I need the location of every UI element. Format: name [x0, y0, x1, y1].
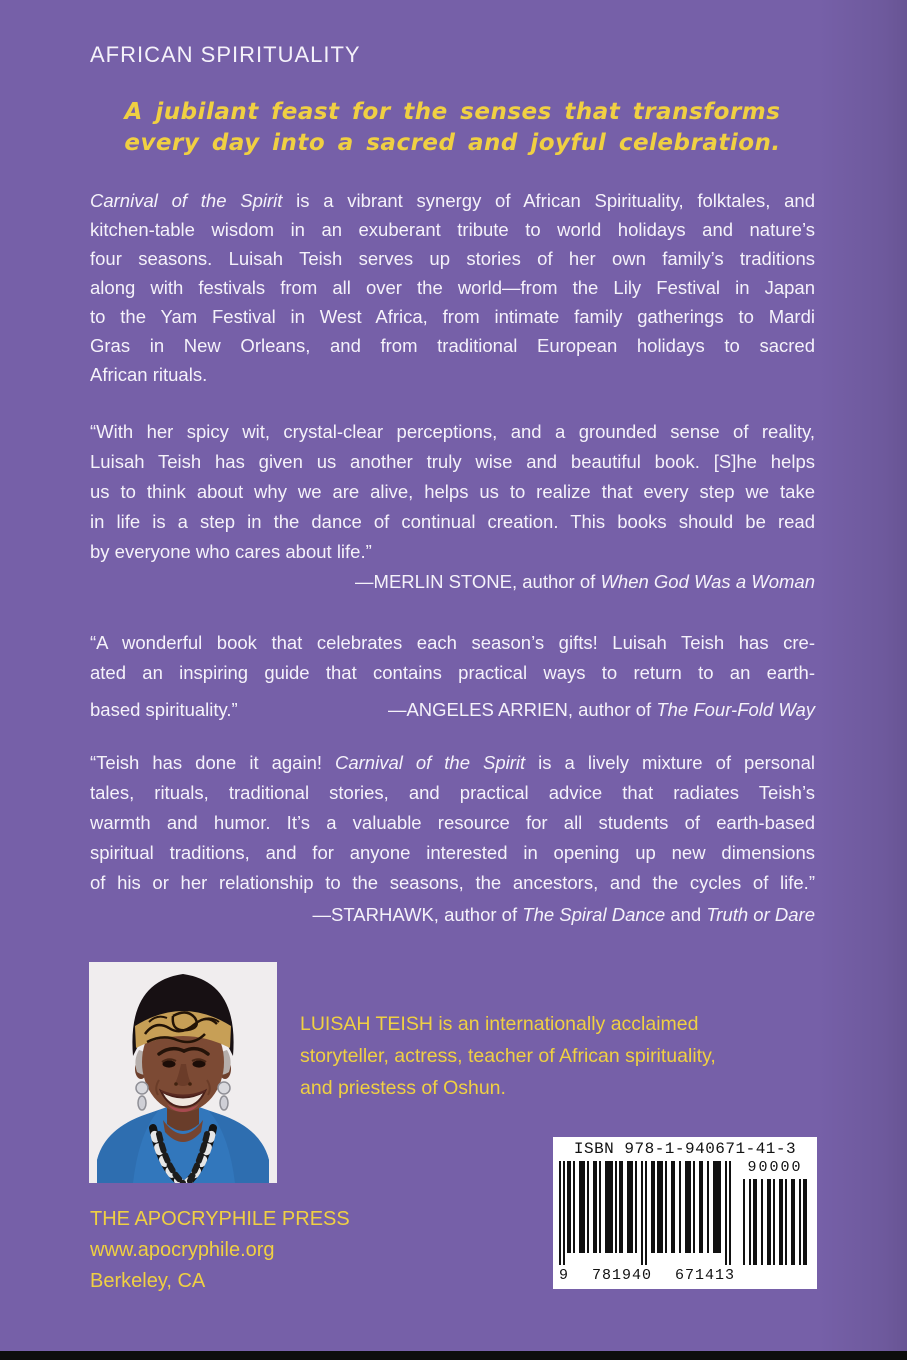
text-segment: spiritual traditions, and for anyone interested in opening up new dimensions: [90, 842, 815, 863]
scan-edge-strip: [0, 1351, 907, 1360]
book-title-italic: Carnival of the Spirit: [90, 190, 283, 211]
tagline-line-2: every day into a sacred and joyful celebration.: [124, 130, 781, 156]
text-segment: “A wonderful book that celebrates each season’s gifts! Luisah Teish has cre-: [90, 632, 815, 653]
text-line: [90, 331, 815, 360]
line-right-part: [388, 695, 815, 725]
text-segment: in life is a step in the dance of continual creation. This books should be read: [90, 511, 815, 532]
text-segment: of his or her relationship to the seasons, the ancestors, and the cycles of life.”: [90, 872, 815, 893]
text-line: [90, 838, 815, 868]
barcode-digit-group2: 671413: [674, 1267, 735, 1284]
publisher-block: [90, 1204, 490, 1297]
text-line: [90, 628, 815, 658]
text-segment: along with festivals from all over the world—from the Lily Festival in Japan: [90, 277, 815, 298]
text-line: [90, 778, 815, 808]
barcode-bars: [559, 1161, 731, 1265]
text-line: [90, 215, 815, 244]
text-segment: ated an inspiring guide that contains practical ways to return to an earth-: [90, 662, 815, 683]
text-segment: —MERLIN STONE, author of: [355, 571, 601, 592]
text-line: [90, 658, 815, 688]
text-line: [90, 417, 815, 447]
text-line: [90, 186, 815, 215]
barcode-addon-bars: [743, 1179, 807, 1265]
barcode-digit-prefix: 9: [559, 1267, 570, 1284]
author-photo: [89, 962, 277, 1183]
text-line: [90, 273, 815, 302]
text-segment: “Teish has done it again!: [90, 752, 335, 773]
text-segment: African rituals.: [90, 364, 208, 385]
isbn-label: ISBN 978-1-940671-41-3: [573, 1140, 797, 1158]
bio-line-1: LUISAH TEISH is an internationally acclaimed: [300, 1013, 699, 1035]
book-title-italic: The Four-Fold Way: [656, 699, 815, 720]
text-line: [90, 900, 815, 930]
book-title-italic: Truth or Dare: [706, 904, 815, 925]
text-segment: four seasons. Luisah Teish serves up stories of her own family’s traditions: [90, 248, 815, 269]
text-line: [90, 868, 815, 898]
text-segment: —ANGELES ARRIEN, author of: [387, 699, 657, 720]
barcode-digits: [559, 1267, 735, 1284]
bio-line-2: storyteller, actress, teacher of African spirituality,: [300, 1045, 716, 1067]
text-segment: Gras in New Orleans, and from traditional European holidays to sacred: [90, 335, 815, 356]
page-edge-shade: [817, 0, 907, 1360]
text-line: [90, 808, 815, 838]
text-line: [90, 244, 815, 273]
text-segment: warmth and humor. It’s a valuable resource for all students of earth-based: [90, 812, 815, 833]
text-line: [90, 537, 815, 567]
text-line: [90, 477, 815, 507]
text-line: [90, 507, 815, 537]
text-segment: based spirituality.”: [90, 699, 238, 720]
text-line: [90, 695, 815, 725]
text-line: [90, 567, 815, 597]
text-segment: is a lively mixture of personal: [525, 752, 815, 773]
barcode-box: [553, 1137, 817, 1289]
publisher-url: www.apocryphile.org: [90, 1239, 275, 1261]
text-segment: and: [665, 904, 707, 925]
text-line: [90, 447, 815, 477]
text-segment: us to think about why we are alive, helps us to realize that every step we take: [90, 481, 815, 502]
tagline-line-1: A jubilant feast for the senses that transforms: [124, 99, 781, 125]
text-segment: tales, rituals, traditional stories, and practical advice that radiates Teish’s: [90, 782, 815, 803]
text-line: [90, 748, 815, 778]
category-label: AFRICAN SPIRITUALITY: [90, 42, 361, 67]
line-left-part: [90, 695, 238, 725]
text-segment: to the Yam Festival in West Africa, from intimate family gatherings to Mardi: [90, 306, 815, 327]
text-line: [90, 360, 815, 389]
book-title-italic: The Spiral Dance: [522, 904, 666, 925]
text-segment: is a vibrant synergy of African Spirituality, folktales, and: [282, 190, 815, 211]
text-segment: by everyone who cares about life.”: [90, 541, 372, 562]
text-segment: “With her spicy wit, crystal-clear perceptions, and a grounded sense of reality,: [90, 421, 815, 442]
text-line: [90, 302, 815, 331]
barcode-digit-group1: 781940: [591, 1267, 652, 1284]
text-segment: Luisah Teish has given us another truly wise and beautiful book. [S]he helps: [90, 451, 815, 472]
author-bio: [300, 1008, 780, 1104]
text-segment: —STARHAWK, author of: [312, 904, 523, 925]
quote-angeles-arrien: [90, 628, 815, 725]
publisher-name: THE APOCRYPHILE PRESS: [90, 1208, 350, 1230]
book-description: [90, 186, 815, 389]
barcode-addon-number: 90000: [747, 1159, 803, 1176]
quote-starhawk: [90, 748, 815, 930]
author-portrait-illustration: [89, 962, 277, 1183]
text-segment: kitchen-table wisdom in an exuberant tribute to world holidays and nature’s: [90, 219, 815, 240]
tagline: [90, 97, 815, 159]
bio-line-3: and priestess of Oshun.: [300, 1077, 506, 1099]
book-title-italic: When God Was a Woman: [600, 571, 815, 592]
publisher-city: Berkeley, CA: [90, 1270, 206, 1292]
book-title-italic: Carnival of the Spirit: [335, 752, 526, 773]
quote-merlin-stone: [90, 417, 815, 597]
